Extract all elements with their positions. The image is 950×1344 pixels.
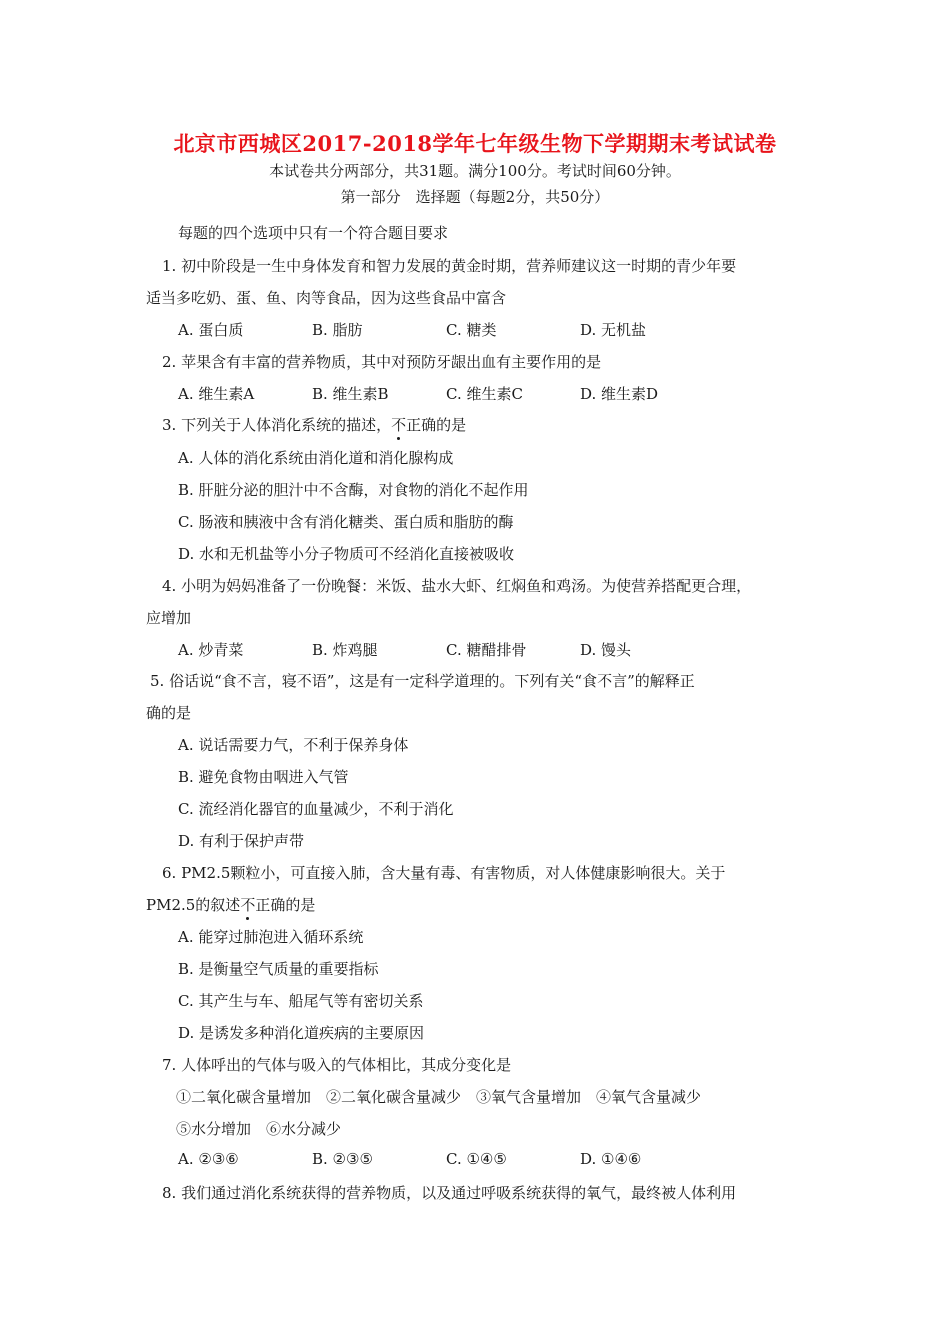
question-1-option-a: A. 蛋白质 xyxy=(178,321,244,339)
question-5-option-a: A. 说话需要力气，不利于保养身体 xyxy=(178,736,409,754)
question-7-option-a: A. ②③⑥ xyxy=(178,1150,239,1168)
question-6-option-a: A. 能穿过肺泡进入循环系统 xyxy=(178,928,364,946)
question-2-option-a: A. 维生素A xyxy=(178,385,255,403)
question-3-line-1 xyxy=(162,414,466,435)
question-5-option-d: D. 有利于保护声带 xyxy=(178,832,305,850)
question-5-option-c: C. 流经消化器官的血量减少，不利于消化 xyxy=(178,800,454,818)
question-3-option-a: A. 人体的消化系统由消化道和消化腺构成 xyxy=(178,449,454,467)
question-5-line-2: 确的是 xyxy=(146,704,192,722)
question-1-line-2: 适当多吃奶、蛋、鱼、肉等食品，因为这些食品中富含 xyxy=(146,289,507,307)
question-7-option-c: C. ①④⑤ xyxy=(446,1150,507,1168)
question-3-stem-end: 正确的是 xyxy=(406,416,467,434)
question-4-line-2: 应增加 xyxy=(146,609,192,627)
question-5-option-b: B. 避免食物由咽进入气管 xyxy=(178,768,349,786)
question-2-option-b: B. 维生素B xyxy=(312,385,389,403)
emphasis-not: 不 xyxy=(240,896,256,914)
emphasis-not: 不 xyxy=(391,416,407,434)
question-4-option-d: D. 馒头 xyxy=(580,641,632,659)
question-3-stem: 3. 下列关于人体消化系统的描述， xyxy=(162,416,392,434)
question-6-line-2 xyxy=(146,894,315,915)
question-4-option-b: B. 炸鸡腿 xyxy=(312,641,378,659)
question-2-option-d: D. 维生素D xyxy=(580,385,659,403)
question-1-line-1: 1. 初中阶段是一生中身体发育和智力发展的黄金时期，营养师建议这一时期的青少年要 xyxy=(162,257,737,275)
question-1-option-d: D. 无机盐 xyxy=(580,321,647,339)
exam-info: 本试卷共分两部分，共31题。满分100分。考试时间60分钟。 xyxy=(269,162,681,180)
section-heading: 第一部分 选择题（每题2分，共50分） xyxy=(340,188,610,206)
question-6-line-1: 6. PM2.5颗粒小，可直接入肺，含大量有毒、有害物质，对人体健康影响很大。关于 xyxy=(162,864,726,882)
question-6-option-c: C. 其产生与车、船尾气等有密切关系 xyxy=(178,992,424,1010)
question-4-option-c: C. 糖醋排骨 xyxy=(446,641,527,659)
question-3-option-b: B. 肝脏分泌的胆汁中不含酶，对食物的消化不起作用 xyxy=(178,481,529,499)
question-4-line-1: 4. 小明为妈妈准备了一份晚餐：米饭、盐水大虾、红焖鱼和鸡汤。为使营养搭配更合理， xyxy=(162,577,752,595)
question-7-option-d: D. ①④⑥ xyxy=(580,1150,642,1168)
question-3-option-d: D. 水和无机盐等小分子物质可不经消化直接被吸收 xyxy=(178,545,515,563)
question-3-option-c: C. 肠液和胰液中含有消化糖类、蛋白质和脂肪的酶 xyxy=(178,513,514,531)
question-6-stem-end: 正确的是 xyxy=(255,896,316,914)
question-1-option-c: C. 糖类 xyxy=(446,321,497,339)
question-8-line-1: 8. 我们通过消化系统获得的营养物质，以及通过呼吸系统获得的氧气，最终被人体利用 xyxy=(162,1184,737,1202)
question-1-option-b: B. 脂肪 xyxy=(312,321,363,339)
question-6-option-d: D. 是诱发多种消化道疾病的主要原因 xyxy=(178,1024,425,1042)
question-6-option-b: B. 是衡量空气质量的重要指标 xyxy=(178,960,379,978)
question-6-stem: PM2.5的叙述 xyxy=(146,896,241,914)
question-7-option-b: B. ②③⑤ xyxy=(312,1150,373,1168)
question-4-option-a: A. 炒青菜 xyxy=(178,641,244,659)
question-7-line-1: 7. 人体呼出的气体与吸入的气体相比，其成分变化是 xyxy=(162,1056,512,1074)
question-5-line-1: 5. 俗话说“食不言，寝不语”，这是有一定科学道理的。下列有关“食不言”的解释正 xyxy=(150,672,695,690)
instruction: 每题的四个选项中只有一个符合题目要求 xyxy=(178,224,449,242)
page-title: 北京市西城区2017-2018学年七年级生物下学期期末考试试卷 xyxy=(173,131,777,156)
question-2-option-c: C. 维生素C xyxy=(446,385,523,403)
question-2-line-1: 2. 苹果含有丰富的营养物质，其中对预防牙龈出血有主要作用的是 xyxy=(162,353,602,371)
question-7-items-1: ①二氧化碳含量增加 ②二氧化碳含量减少 ③氧气含量增加 ④氧气含量减少 xyxy=(176,1088,702,1106)
question-7-items-2: ⑤水分增加 ⑥水分减少 xyxy=(176,1120,342,1138)
